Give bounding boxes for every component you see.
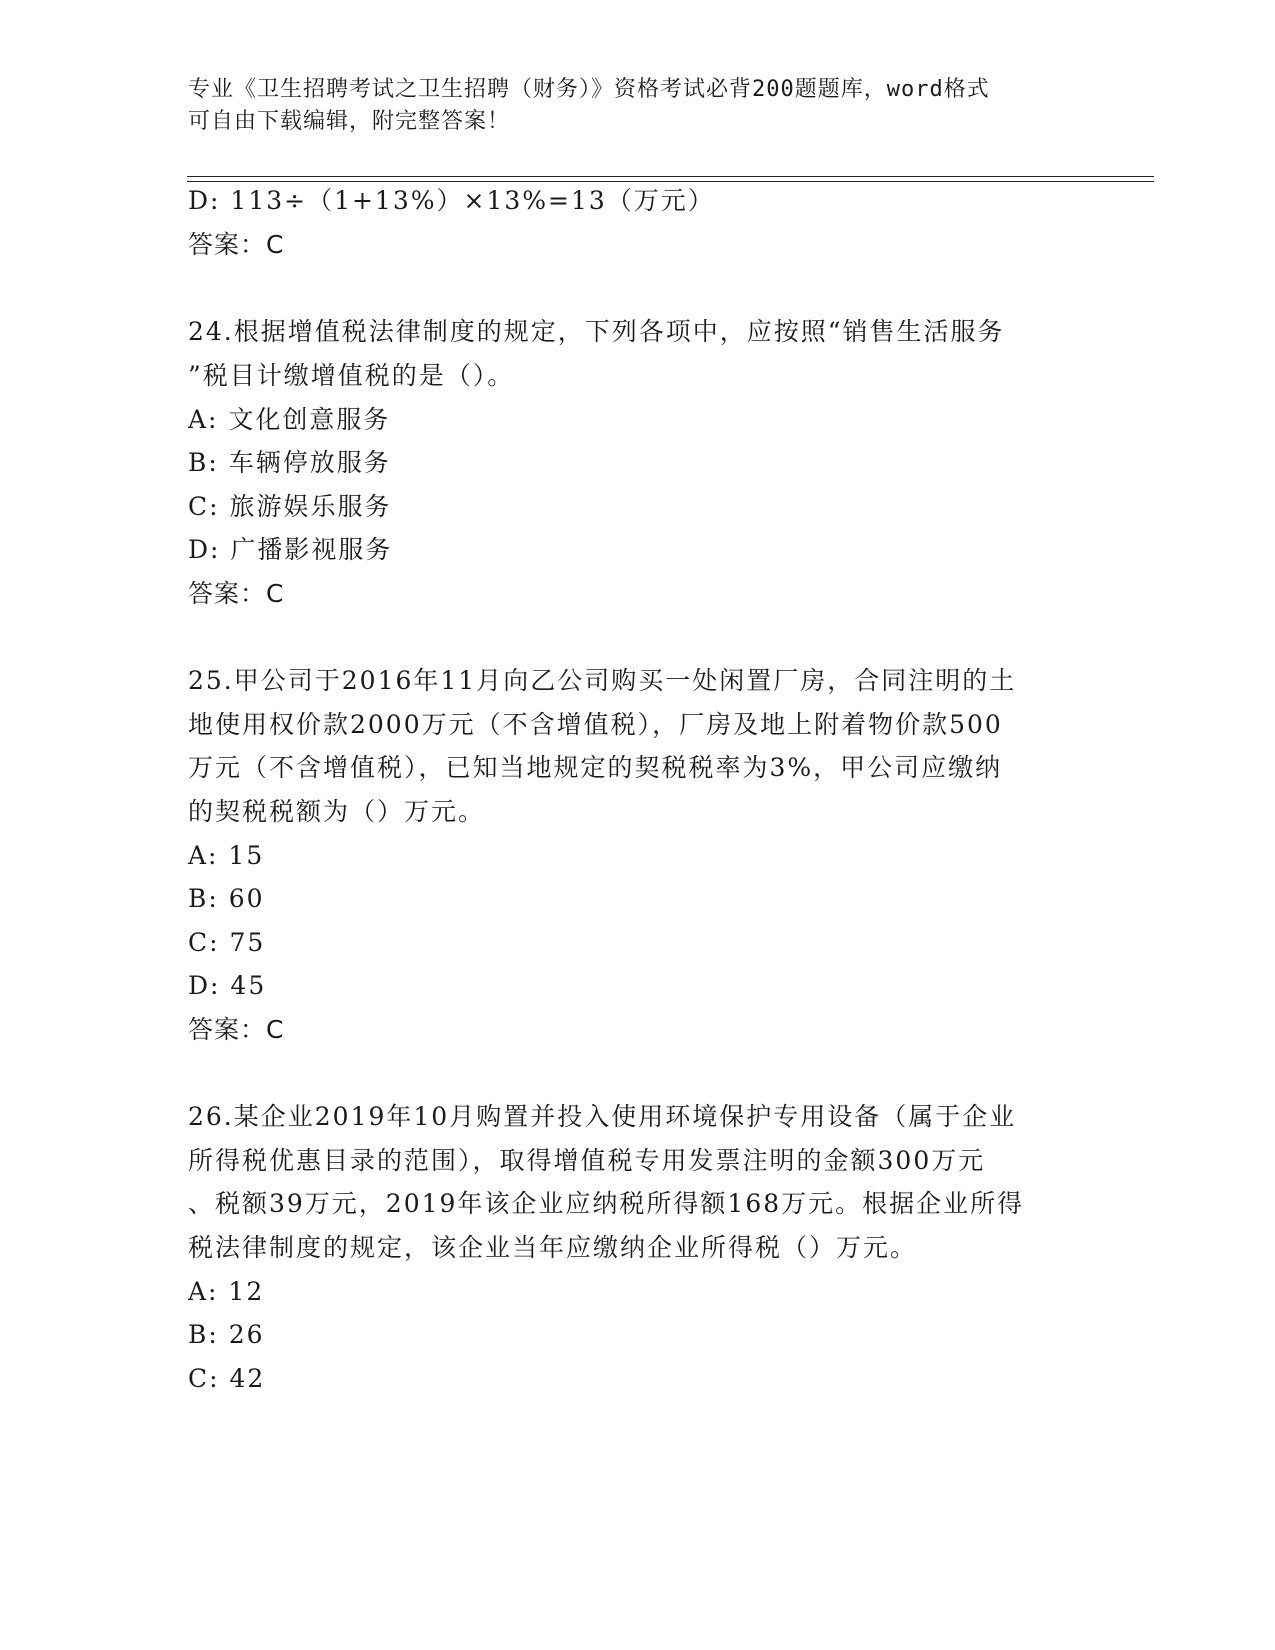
q25-option-a: A: 15 (188, 841, 265, 870)
q24-option-b: B: 车辆停放服务 (188, 448, 391, 477)
prev-option-d: D: 113÷（1+13%）×13%=13（万元） (188, 186, 715, 215)
header-line-1: 专业《卫生招聘考试之卫生招聘（财务）》资格考试必背200题题库，word格式 (188, 77, 990, 102)
header-divider-bottom (187, 181, 1154, 182)
q24-option-c: C: 旅游娱乐服务 (188, 492, 392, 521)
q24-text-line-1: 24.根据增值税法律制度的规定，下列各项中，应按照“销售生活服务 (188, 317, 1005, 346)
q24-answer: 答案：C (188, 579, 285, 608)
q26-text-line-3: 、税额39万元，2019年该企业应纳税所得额168万元。根据企业所得 (188, 1189, 1025, 1218)
document-header (188, 74, 1068, 138)
q25-option-c: C: 75 (188, 928, 266, 957)
header-line-2: 可自由下载编辑，附完整答案！ (188, 109, 511, 134)
q26-option-b: B: 26 (188, 1320, 265, 1349)
q25-option-d: D: 45 (188, 971, 267, 1000)
q25-text-line-2: 地使用权价款2000万元（不含增值税），厂房及地上附着物价款500 (188, 710, 1003, 739)
q25-text-line-3: 万元（不含增值税），已知当地规定的契税税率为3%，甲公司应缴纳 (188, 753, 1003, 782)
q26-option-c: C: 42 (188, 1364, 266, 1393)
prev-answer: 答案：C (188, 230, 285, 259)
q26-text-line-1: 26.某企业2019年10月购置并投入使用环境保护专用设备（属于企业 (188, 1102, 1017, 1131)
q24-option-d: D: 广播影视服务 (188, 535, 393, 564)
header-divider-top (187, 176, 1154, 177)
q26-text-line-2: 所得税优惠目录的范围），取得增值税专用发票注明的金额300万元 (188, 1146, 986, 1175)
q25-answer: 答案：C (188, 1015, 285, 1044)
q26-option-a: A: 12 (188, 1277, 265, 1306)
q26-text-line-4: 税法律制度的规定，该企业当年应缴纳企业所得税（）万元。 (188, 1233, 918, 1262)
q25-option-b: B: 60 (188, 884, 265, 913)
q25-text-line-4: 的契税税额为（）万元。 (188, 797, 486, 826)
q24-text-line-2: ”税目计缴增值税的是（）。 (188, 361, 515, 390)
q25-text-line-1: 25.甲公司于2016年11月向乙公司购买一处闲置厂房，合同注明的土 (188, 666, 1017, 695)
q24-option-a: A: 文化创意服务 (188, 405, 391, 434)
